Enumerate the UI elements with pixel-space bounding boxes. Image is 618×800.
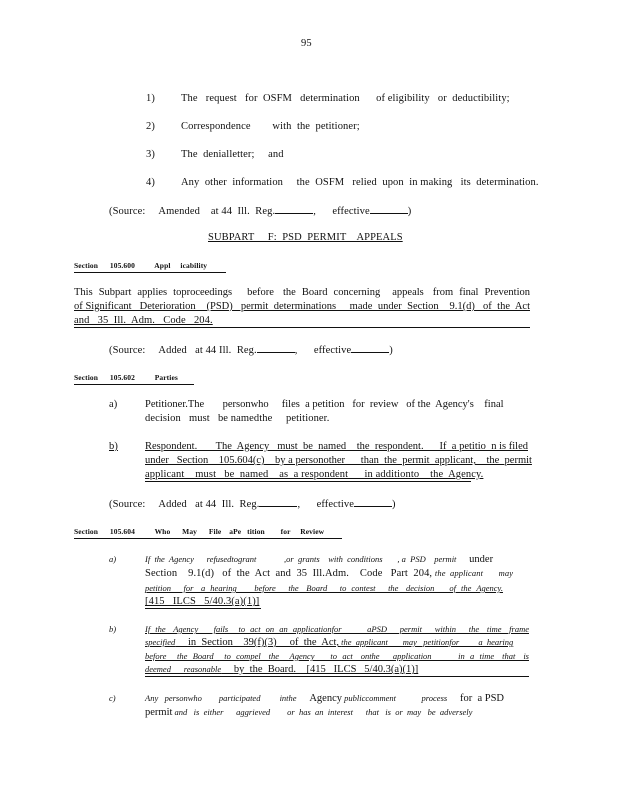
paragraph-line: petition for a hearing before the Board to contest the decision of the Agency.: [145, 583, 503, 593]
paragraph-line: decision must be namedthe petitioner.: [145, 413, 330, 424]
paragraph-line: and 35 Ill. Adm. Code 204.: [74, 315, 213, 326]
blank-line: [370, 204, 408, 214]
heading-underline: [74, 538, 342, 539]
blank-line: [351, 343, 389, 353]
source-note: (Source: Added at 44 Ill. Reg. , effective ): [109, 499, 396, 510]
paragraph-underline: [145, 481, 471, 482]
list-item-text: Correspondence with the petitioner;: [181, 121, 360, 132]
paragraph-line: If the Agency refusedtogrant ,or grants with conditions , a PSD permit under: [145, 554, 494, 565]
item-label: a): [109, 554, 117, 564]
item-label: c): [109, 693, 116, 703]
paragraph-underline: [74, 327, 530, 328]
source-note: (Source: Added at 44 Ill. Reg. , effective ): [109, 345, 393, 356]
section-heading: Section 105.604 Who May File aPe tition for Review: [74, 527, 325, 536]
source-note: (Source: Amended at 44 Ill. Reg. , effective ): [109, 206, 412, 217]
paragraph-underline: [145, 676, 529, 677]
blank-line: [257, 343, 295, 353]
item-label: b): [109, 624, 117, 634]
paragraph-line: before the Board to compel the Agency to act onthe application in a time that is: [145, 651, 529, 661]
paragraph-line: deemed reasonable by the Board. [415 ILCS 5/40.3(a)(1)]: [145, 664, 419, 675]
blank-line: [354, 497, 392, 507]
list-item-number: 1): [146, 93, 155, 104]
paragraph-line: Section 9.1(d) of the Act and 35 Ill.Adm. Code Part 204, the applicant may: [145, 568, 514, 579]
paragraph-line: under Section 105.604(c) by a personother than the permit applicant, the permit: [145, 455, 532, 466]
item-label: b): [109, 441, 118, 452]
list-item-number: 2): [146, 121, 155, 132]
paragraph-line: permit and is either aggrieved or has an interest that is or may be adversely: [145, 707, 473, 718]
heading-underline: [74, 384, 194, 385]
paragraph-line: of Significant Deterioration (PSD) permit determinations made under Section 9.1(d) of the Act: [74, 301, 530, 312]
paragraph-line: [415 ILCS 5/40.3(a)(1)]: [145, 596, 260, 607]
paragraph-line: Any personwho participated inthe Agency publiccomment process for a PSD: [145, 693, 504, 704]
blank-line: [259, 497, 297, 507]
heading-underline: [74, 272, 226, 273]
subpart-title: SUBPART F: PSD PERMIT APPEALS: [208, 232, 403, 243]
page-number: 95: [301, 38, 312, 49]
list-item-text: The denialletter; and: [181, 149, 284, 160]
paragraph-line: If the Agency fails to act on an applicationfor aPSD permit within the time frame: [145, 624, 529, 634]
item-label: a): [109, 399, 118, 410]
list-item-number: 3): [146, 149, 155, 160]
paragraph-line: This Subpart applies toproceedings before the Board concerning appeals from final Prevention: [74, 287, 530, 298]
list-item-text: Any other information the OSFM relied upon in making its determination.: [181, 177, 539, 188]
paragraph-line: Petitioner.The personwho files a petition for review of the Agency's final: [145, 399, 504, 410]
list-item-number: 4): [146, 177, 155, 188]
paragraph-line: applicant must be named as a respondent in additionto the Agency.: [145, 469, 484, 480]
section-heading: Section 105.602 Parties: [74, 373, 178, 382]
list-item-text: The request for OSFM determination of eligibility or deductibility;: [181, 93, 510, 104]
section-heading: Section 105.600 Appl icability: [74, 261, 208, 270]
paragraph-line: specified in Section 39(f)(3) of the Act, the applicant may petitionfor a hearing: [145, 637, 514, 648]
paragraph-line: Respondent. The Agency must be named the respondent. If a petitio n is filed: [145, 441, 528, 452]
blank-line: [275, 204, 313, 214]
paragraph-underline: [145, 608, 261, 609]
